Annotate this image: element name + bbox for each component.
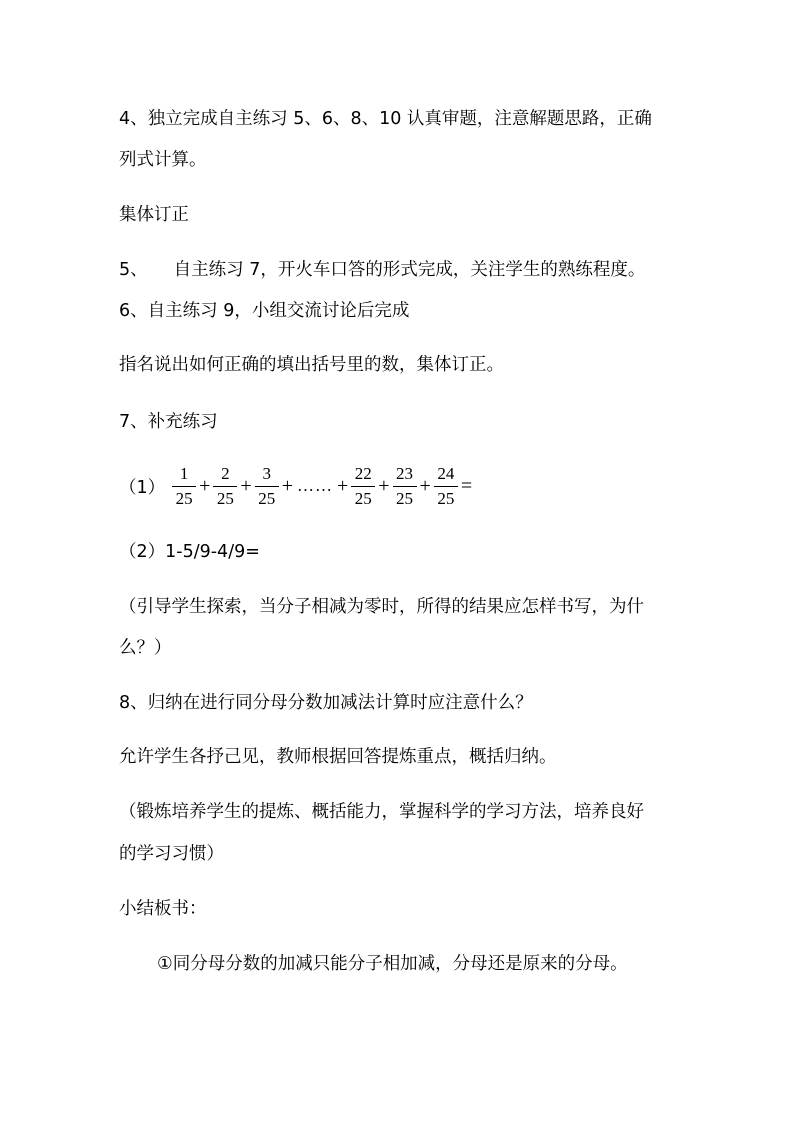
fraction-denominator: 25 — [354, 488, 372, 508]
fraction-22 — [351, 464, 375, 509]
expression-prefix: （1） — [119, 477, 166, 498]
fraction-numerator: 3 — [262, 463, 271, 483]
fraction-denominator: 25 — [216, 488, 234, 508]
plus-sign: + — [240, 474, 252, 497]
plus-sign: + — [336, 474, 349, 497]
exercise-4-line2: 列式计算。 — [119, 150, 207, 170]
exercise-7-part2: （2）1-5/9-4/9= — [119, 542, 260, 562]
fraction-numerator: 23 — [396, 463, 414, 483]
goal-line2: 的学习习惯） — [119, 844, 224, 864]
exercise-8-note: 允许学生各抒己见，教师根据回答提炼重点，概括归纳。 — [119, 747, 557, 767]
fraction-denominator: 25 — [258, 488, 276, 508]
fraction-numerator: 24 — [437, 463, 455, 483]
ellipsis: …… — [296, 476, 333, 495]
fraction-1 — [172, 464, 196, 509]
fraction-24 — [434, 464, 458, 509]
goal-line1: （锻炼培养学生的提炼、概括能力，掌握科学的学习方法，培养良好 — [119, 802, 644, 822]
fraction-numerator: 22 — [354, 463, 372, 483]
plus-sign: + — [378, 474, 390, 497]
exercise-5-text: 自主练习 7，开火车口答的形式完成，关注学生的熟练程度。 — [173, 260, 646, 280]
summary-title: 小结板书： — [119, 899, 207, 919]
fraction-numerator: 1 — [179, 463, 189, 483]
collective-correction: 集体订正 — [119, 205, 189, 225]
fraction-2 — [213, 464, 237, 509]
exercise-4-line1: 4、独立完成自主练习 5、6、8、10 认真审题，注意解题思路，正确 — [119, 109, 652, 129]
exercise-6: 6、自主练习 9，小组交流讨论后完成 — [119, 301, 410, 321]
fraction-numerator: 2 — [221, 463, 230, 483]
fraction-denominator: 25 — [437, 488, 455, 508]
exercise-5 — [119, 258, 645, 282]
guidance-line2: 么？） — [119, 638, 172, 658]
equals-sign: = — [460, 474, 473, 497]
exercise-5-number: 5、 — [119, 260, 148, 280]
fraction-denominator: 25 — [396, 488, 414, 508]
fraction-3 — [255, 464, 279, 509]
fraction-expression — [119, 456, 474, 516]
guidance-line1: （引导学生探索，当分子相减为零时，所得的结果应怎样书写，为什 — [119, 597, 644, 617]
exercise-7-title: 7、补充练习 — [119, 412, 218, 432]
fraction-denominator: 25 — [175, 488, 193, 508]
plus-sign: + — [281, 474, 293, 497]
exercise-8: 8、归纳在进行同分母分数加减法计算时应注意什么？ — [119, 693, 533, 713]
exercise-6-note: 指名说出如何正确的填出括号里的数，集体订正。 — [119, 355, 504, 375]
plus-sign: + — [199, 474, 211, 497]
summary-point-1: ①同分母分数的加减只能分子相加减，分母还是原来的分母。 — [157, 954, 628, 974]
fraction-23 — [393, 464, 417, 509]
plus-sign: + — [419, 474, 431, 497]
